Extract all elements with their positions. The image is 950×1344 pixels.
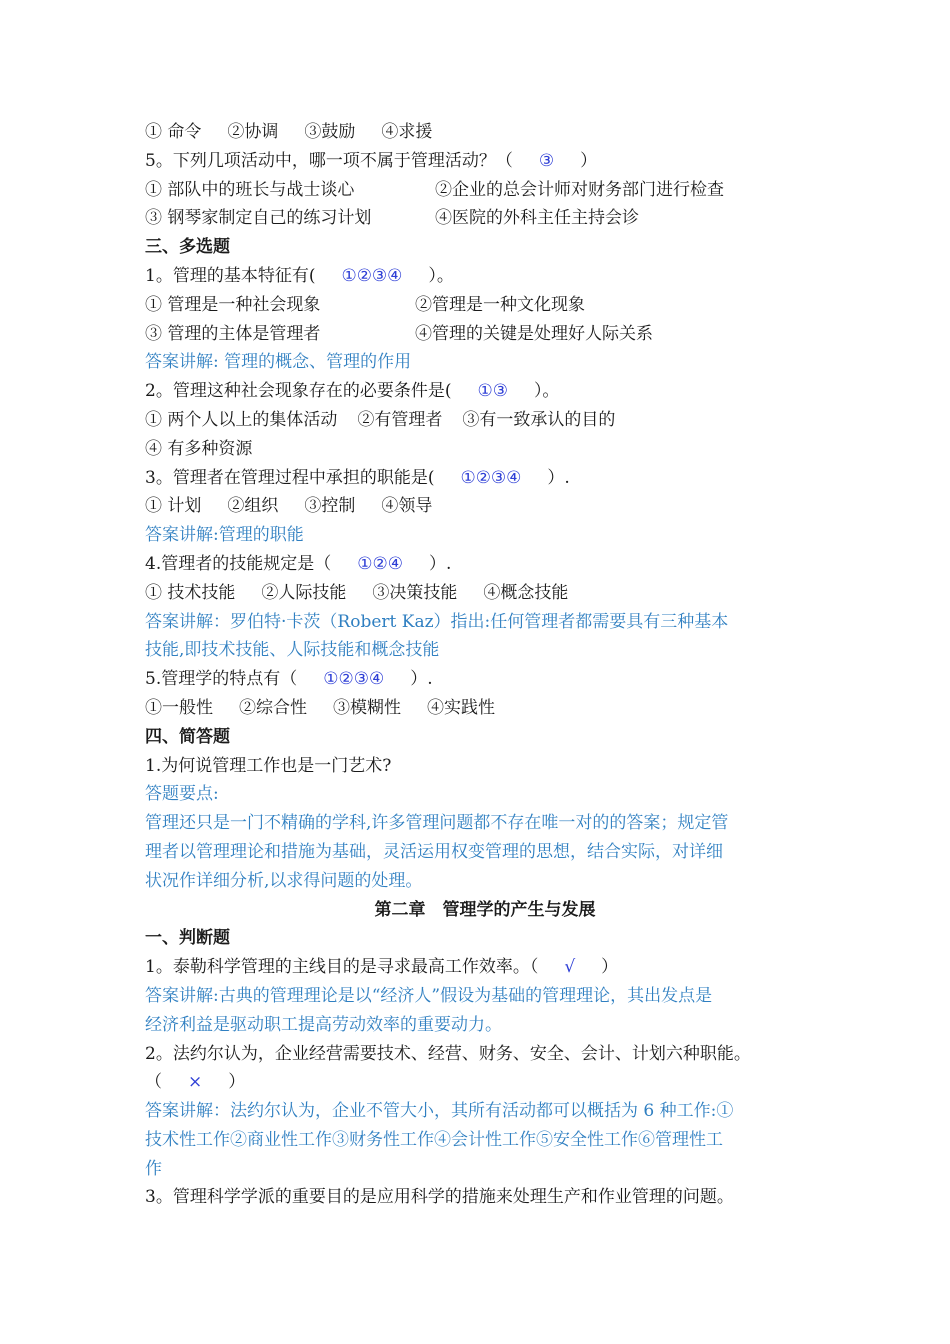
question-text: 2。管理这种社会现象存在的必要条件是( <box>145 381 452 402</box>
question-text-end: ）。 <box>428 265 454 286</box>
question-line <box>145 665 825 694</box>
question-line <box>145 464 825 493</box>
question-text: 5.管理学的特点有（ <box>145 669 298 690</box>
option-item: ④概念技能 <box>483 582 569 603</box>
option-item: ④实践性 <box>427 697 495 718</box>
option-item: ① 计划 <box>145 496 202 517</box>
option-item: ②协调 <box>227 122 279 142</box>
text-line: 3。管理科学学派的重要目的是应用科学的措施来处理生产和作业管理的问题。 <box>145 1187 734 1208</box>
answer-value: ①②④ <box>357 553 403 574</box>
question-text: 1。管理的基本特征有( <box>145 265 316 286</box>
answer-explanation-line: 状况作详细分析,以求得问题的处理。 <box>145 870 423 891</box>
option-item: ① 部队中的班长与战士谈心 <box>145 179 355 200</box>
option-item: ④管理的关键是处理好人际关系 <box>415 323 653 344</box>
option-item: ②管理是一种文化现象 <box>415 294 585 315</box>
answer-explanation-line: 答案讲解:管理的职能 <box>145 525 304 546</box>
option-row <box>145 291 825 320</box>
answer-explanation-line: 管理还只是一门不精确的学科,许多管理问题都不存在唯一对的的答案；规定管 <box>145 813 729 834</box>
chapter-title: 第二章 管理学的产生与发展 <box>374 899 596 920</box>
option-item: ④领导 <box>381 496 433 517</box>
question-text: 3。管理者在管理过程中承担的职能是( <box>145 467 435 488</box>
option-item: ③决策技能 <box>372 582 458 603</box>
option-row <box>145 204 825 233</box>
answer-value: ①②③④ <box>341 265 403 286</box>
answer-value: ③ <box>538 150 555 171</box>
question-text-end: ）。 <box>533 381 560 402</box>
question-text-end: ）. <box>428 553 452 574</box>
answer-explanation-line: 理者以管理理论和措施为基础，灵活运用权变管理的思想，结合实际，对详细 <box>145 841 723 862</box>
text-line: 2。法约尔认为，企业经营需要技术、经营、财务、安全、会计、计划六种职能。 <box>145 1043 751 1064</box>
option-item: ②有管理者 <box>357 409 443 430</box>
option-row <box>145 694 825 723</box>
question-text-end: ） <box>580 150 598 171</box>
option-row <box>145 176 825 205</box>
text-line: ④ 有多种资源 <box>145 438 253 459</box>
answer-explanation-line: 答题要点: <box>145 784 219 805</box>
option-item: ③鼓励 <box>304 122 356 142</box>
option-row <box>145 579 825 608</box>
question-text-end: ）. <box>410 669 433 690</box>
question-text: （ <box>145 1072 162 1093</box>
section-heading: 三、多选题 <box>145 237 230 258</box>
option-item: ②人际技能 <box>261 582 347 603</box>
answer-value: ①②③④ <box>323 669 385 690</box>
option-item: ③ 管理的主体是管理者 <box>145 323 321 344</box>
option-item: ③ 钢琴家制定自己的练习计划 <box>145 208 372 229</box>
answer-explanation-line: 作 <box>145 1158 162 1179</box>
answer-explanation-line: 技术性工作②商业性工作③财务性工作④会计性工作⑤安全性工作⑥管理性工 <box>145 1129 723 1150</box>
answer-explanation-line: 经济利益是驱动职工提高劳动效率的重要动力。 <box>145 1014 502 1035</box>
question-line <box>145 377 825 406</box>
option-item: ①一般性 <box>145 697 213 718</box>
option-item: ②综合性 <box>239 697 307 718</box>
answer-value: × <box>188 1072 203 1093</box>
question-line <box>145 1068 825 1097</box>
option-item: ① 技术技能 <box>145 582 236 603</box>
question-text: 4.管理者的技能规定是（ <box>145 553 332 574</box>
question-text: 5。下列几项活动中，哪一项不属于管理活动？（ <box>145 150 513 171</box>
question-text-end: ）. <box>547 467 570 488</box>
document-page <box>145 118 825 1212</box>
answer-value: √ <box>564 957 576 978</box>
answer-value: ①③ <box>477 381 508 402</box>
question-line <box>145 953 825 982</box>
section-heading: 一、判断题 <box>145 928 230 949</box>
option-item: ②组织 <box>227 496 279 517</box>
question-line <box>145 147 825 176</box>
text-line: 1.为何说管理工作也是一门艺术? <box>145 755 392 776</box>
option-item: ③控制 <box>304 496 356 517</box>
option-item: ① 命令 <box>145 122 202 142</box>
option-row <box>145 118 825 147</box>
option-item: ① 两个人以上的集体活动 <box>145 409 338 430</box>
answer-value: ①②③④ <box>460 467 522 488</box>
answer-explanation-line: 技能,即技术技能、人际技能和概念技能 <box>145 640 440 661</box>
option-row <box>145 406 825 435</box>
option-row <box>145 492 825 521</box>
question-text: 1。泰勒科学管理的主线目的是寻求最高工作效率。（ <box>145 957 539 978</box>
option-item: ③有一致承认的目的 <box>462 409 616 430</box>
answer-explanation-line: 答案讲解:古典的管理理论是以“经济人”假设为基础的管理理论，其出发点是 <box>145 985 713 1006</box>
answer-explanation-line: 答案讲解：罗伯特·卡茨（Robert Kaz）指出:任何管理者都需要具有三种基本 <box>145 611 729 632</box>
answer-explanation-line: 答案讲解: 管理的概念、管理的作用 <box>145 352 412 373</box>
option-item: ④医院的外科主任主持会诊 <box>435 208 639 229</box>
question-text-end: ） <box>228 1072 246 1093</box>
section-heading: 四、简答题 <box>145 726 230 747</box>
option-item: ① 管理是一种社会现象 <box>145 294 321 315</box>
option-row <box>145 320 825 349</box>
question-text-end: ） <box>601 957 619 978</box>
question-line <box>145 550 825 579</box>
option-item: ②企业的总会计师对财务部门进行检查 <box>435 179 724 200</box>
option-item: ③模糊性 <box>333 697 401 718</box>
option-item: ④求援 <box>381 122 433 142</box>
question-line <box>145 262 825 291</box>
answer-explanation-line: 答案讲解：法约尔认为，企业不管大小，其所有活动都可以概括为 6 种工作:① <box>145 1101 734 1122</box>
